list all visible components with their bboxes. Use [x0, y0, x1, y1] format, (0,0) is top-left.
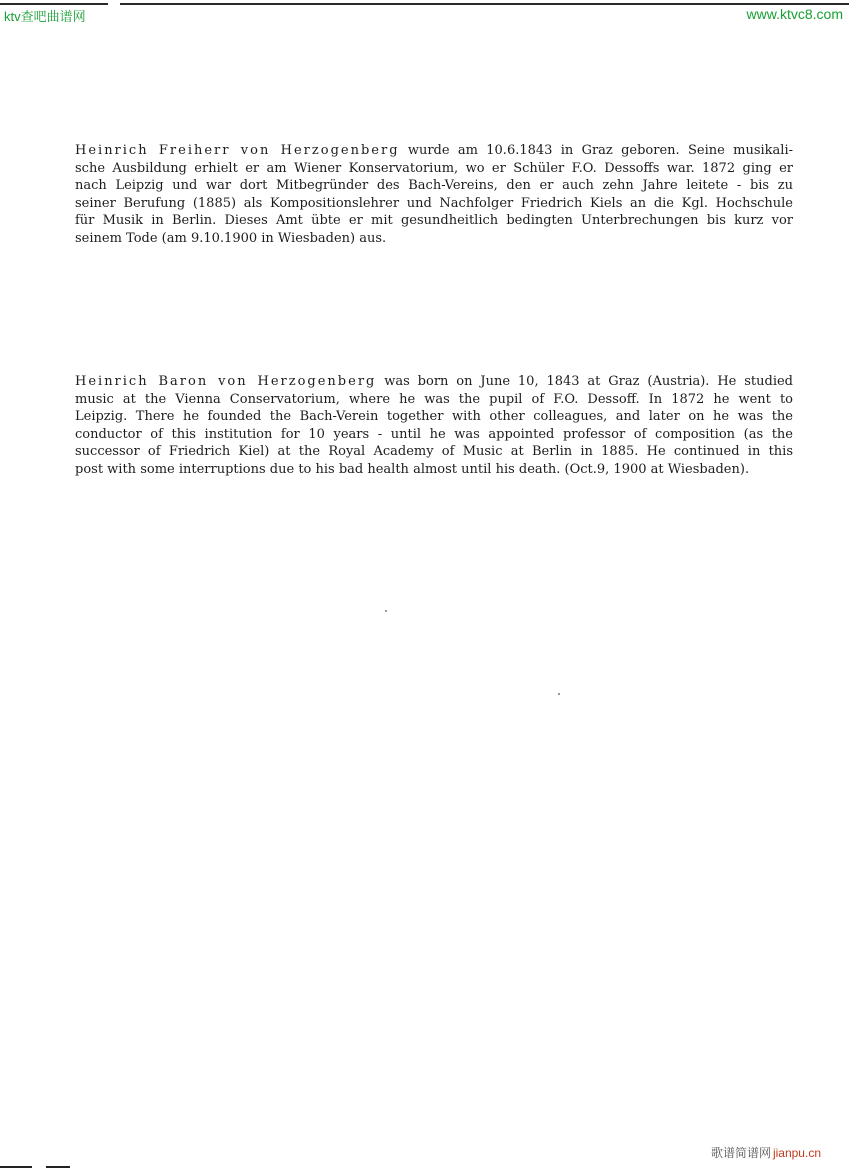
- biography-german-line-text: wurde am 10.6.1843 in Graz geboren. Seine musikali-: [399, 143, 793, 158]
- biography-english-line-text: was born on June 10, 1843 at Graz (Austria). He studied: [376, 374, 793, 389]
- watermark-top-right: www.ktvc8.com: [746, 6, 843, 22]
- biography-english-line: Leipzig. There he founded the Bach-Verein together with other colleagues, and later on he was the: [75, 409, 793, 425]
- biography-german-line: [75, 142, 793, 160]
- biography-english-line: conductor of this institution for 10 years - until he was appointed professor of composition (as the: [75, 426, 793, 442]
- watermark-top-left: ktv查吧曲谱网: [4, 9, 86, 24]
- composer-name-german: Heinrich Freiherr von Herzogenberg: [75, 143, 400, 158]
- biography-german-line: für Musik in Berlin. Dieses Amt übte er mit gesundheitlich bedingten Unterbrechungen bis kurz vor: [75, 213, 793, 229]
- bottom-rule: [0, 1166, 32, 1168]
- scan-speck: [385, 610, 387, 612]
- top-rule-gap: [108, 2, 120, 6]
- biography-german-line: sche Ausbildung erhielt er am Wiener Konservatorium, wo er Schüler F.O. Dessoffs war. 1872 ging er: [75, 160, 793, 176]
- scan-speck: [558, 693, 560, 695]
- biography-german-line: seiner Berufung (1885) als Kompositionslehrer und Nachfolger Friedrich Kiels an die Kgl. Hochschule: [75, 195, 793, 211]
- biography-german-line: seinem Tode (am 9.10.1900 in Wiesbaden) aus.: [75, 230, 387, 246]
- bottom-rule: [46, 1166, 70, 1168]
- biography-german-line: nach Leipzig und war dort Mitbegründer des Bach-Vereins, den er auch zehn Jahre leitete - bis zu: [75, 178, 793, 194]
- watermark-bottom-right: [711, 1144, 821, 1161]
- watermark-bottom-url: jianpu.cn: [772, 1146, 821, 1160]
- composer-name-english: Heinrich Baron von Herzogenberg: [75, 374, 377, 389]
- watermark-bottom-prefix: 歌谱简谱网: [710, 1146, 771, 1160]
- biography-english-line: music at the Vienna Conservatorium, where he was the pupil of F.O. Dessoff. In 1872 he went to: [75, 391, 793, 407]
- biography-english: [75, 373, 793, 479]
- biography-english-line: post with some interruptions due to his bad health almost until his death. (Oct.9, 1900 at Wiesbaden).: [75, 461, 750, 477]
- biography-english-line: successor of Friedrich Kiel) at the Royal Academy of Music at Berlin in 1885. He continued in this: [75, 444, 793, 460]
- biography-english-line: [75, 373, 793, 391]
- biography-german: [75, 142, 793, 248]
- top-rule: [0, 3, 849, 5]
